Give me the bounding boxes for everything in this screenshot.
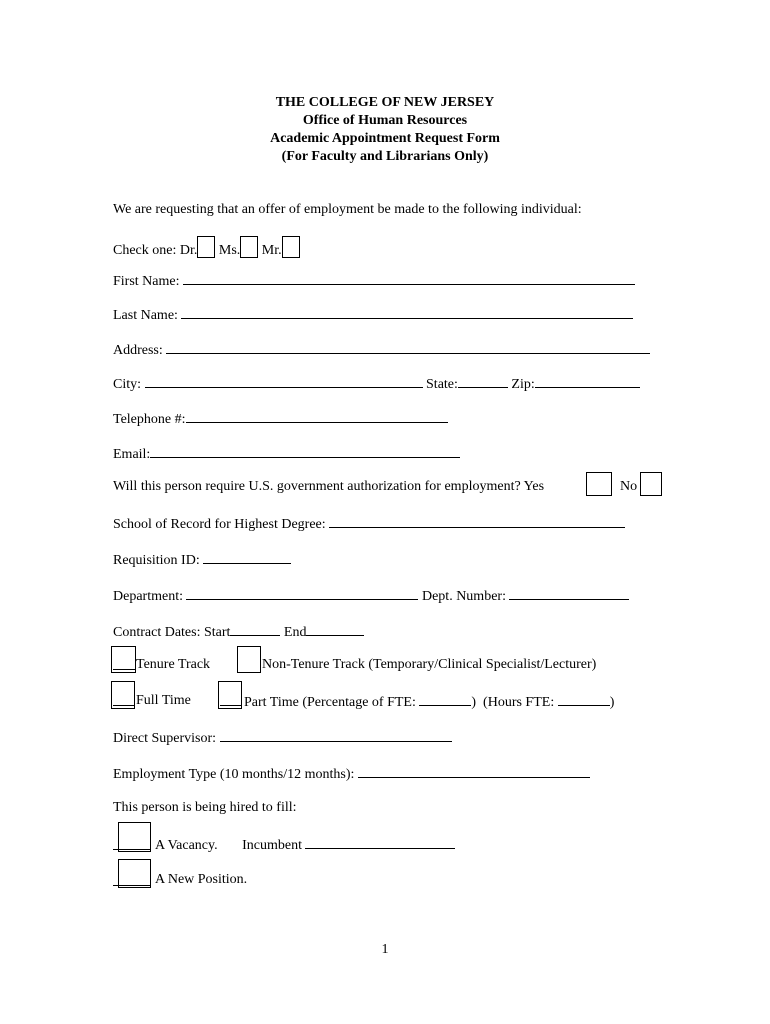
new-position-label: A New Position. bbox=[155, 872, 248, 887]
telephone-row bbox=[113, 409, 448, 429]
page-number: 1 bbox=[381, 942, 389, 957]
dept-number-field[interactable] bbox=[509, 586, 629, 600]
requisition-row bbox=[113, 550, 291, 570]
last-name-label: Last Name: bbox=[113, 308, 178, 323]
vacancy-row bbox=[155, 835, 455, 855]
part-time-underline bbox=[220, 705, 242, 706]
institution-name: THE COLLEGE OF NEW JERSEY bbox=[275, 95, 495, 110]
vacancy-underline bbox=[113, 849, 150, 850]
incumbent-field[interactable] bbox=[305, 835, 455, 849]
department-label: Department: bbox=[113, 589, 183, 604]
contract-start-label: Contract Dates: Start bbox=[113, 625, 231, 640]
auth-yes-checkbox[interactable] bbox=[586, 472, 612, 496]
zip-label: Zip: bbox=[511, 377, 535, 392]
employment-type-row bbox=[113, 764, 590, 784]
full-time-underline bbox=[113, 705, 135, 706]
school-row bbox=[113, 514, 625, 534]
zip-field[interactable] bbox=[535, 374, 640, 388]
city-row bbox=[113, 374, 640, 394]
employment-type-label: Employment Type (10 months/12 months): bbox=[113, 767, 355, 782]
tenure-track-underline bbox=[113, 669, 135, 670]
new-position-underline bbox=[113, 885, 150, 886]
city-field[interactable] bbox=[145, 374, 423, 388]
mr-checkbox[interactable] bbox=[282, 236, 300, 258]
employment-type-field[interactable] bbox=[358, 764, 590, 778]
supervisor-label: Direct Supervisor: bbox=[113, 731, 217, 746]
last-name-field[interactable] bbox=[181, 305, 633, 319]
non-tenure-track-label: Non-Tenure Track (Temporary/Clinical Specialist/Lecturer) bbox=[262, 657, 597, 672]
option-ms-label: Ms. bbox=[218, 243, 241, 258]
hired-to-fill-text: This person is being hired to fill: bbox=[113, 800, 297, 815]
office-name: Office of Human Resources bbox=[302, 113, 468, 128]
address-field[interactable] bbox=[166, 340, 650, 354]
new-position-checkbox[interactable] bbox=[118, 859, 151, 888]
authorization-row bbox=[113, 478, 544, 496]
state-field[interactable] bbox=[458, 374, 508, 388]
tenure-track-label: Tenure Track bbox=[136, 657, 211, 672]
first-name-row bbox=[113, 271, 635, 291]
check-one-label: Check one: bbox=[113, 243, 177, 258]
title-check-row bbox=[113, 236, 300, 260]
form-scope: (For Faculty and Librarians Only) bbox=[281, 149, 489, 164]
supervisor-field[interactable] bbox=[220, 728, 452, 742]
form-header bbox=[0, 94, 770, 166]
department-field[interactable] bbox=[186, 586, 418, 600]
hours-fte-label: (Hours FTE: bbox=[483, 695, 555, 710]
email-field[interactable] bbox=[150, 444, 460, 458]
address-label: Address: bbox=[113, 343, 163, 358]
email-label: Email: bbox=[113, 447, 151, 462]
department-row bbox=[113, 586, 629, 606]
option-dr-label: Dr. bbox=[179, 243, 198, 258]
requisition-label: Requisition ID: bbox=[113, 553, 200, 568]
part-time-row: Part Time (Percentage of FTE: ) (Hours FTE: ) bbox=[244, 692, 614, 712]
email-row bbox=[113, 444, 460, 464]
auth-yes-label: Yes bbox=[523, 479, 545, 494]
first-name-field[interactable] bbox=[183, 271, 635, 285]
contract-end-label: End bbox=[283, 625, 307, 640]
vacancy-label: A Vacancy. bbox=[155, 838, 218, 853]
dr-checkbox[interactable] bbox=[197, 236, 215, 258]
school-field[interactable] bbox=[329, 514, 625, 528]
full-time-label: Full Time bbox=[136, 693, 191, 708]
last-name-row bbox=[113, 305, 633, 325]
dept-number-label: Dept. Number: bbox=[421, 589, 506, 604]
first-name-label: First Name: bbox=[113, 274, 180, 289]
auth-no-checkbox[interactable] bbox=[640, 472, 662, 496]
supervisor-row bbox=[113, 728, 452, 748]
ms-checkbox[interactable] bbox=[240, 236, 258, 258]
school-label: School of Record for Highest Degree: bbox=[113, 517, 326, 532]
form-title: Academic Appointment Request Form bbox=[270, 131, 500, 146]
contract-end-field[interactable] bbox=[306, 622, 364, 636]
hours-fte-field[interactable] bbox=[558, 692, 610, 706]
telephone-label: Telephone #: bbox=[113, 412, 186, 427]
address-row bbox=[113, 340, 650, 360]
vacancy-checkbox[interactable] bbox=[118, 822, 151, 852]
authorization-question: Will this person require U.S. government authorization for employment? bbox=[113, 479, 521, 494]
fte-percentage-field[interactable] bbox=[419, 692, 471, 706]
intro-text: We are requesting that an offer of employment be made to the following individual: bbox=[113, 202, 582, 217]
telephone-field[interactable] bbox=[186, 409, 448, 423]
contract-start-field[interactable] bbox=[230, 622, 280, 636]
auth-no-label: No bbox=[620, 479, 638, 494]
part-time-label: Part Time (Percentage of FTE: bbox=[244, 695, 416, 710]
non-tenure-track-checkbox[interactable] bbox=[237, 646, 261, 673]
incumbent-label: Incumbent bbox=[242, 838, 302, 853]
state-label: State: bbox=[426, 377, 458, 392]
requisition-field[interactable] bbox=[203, 550, 291, 564]
contract-dates-row bbox=[113, 622, 364, 642]
option-mr-label: Mr. bbox=[261, 243, 282, 258]
city-label: City: bbox=[113, 377, 142, 392]
